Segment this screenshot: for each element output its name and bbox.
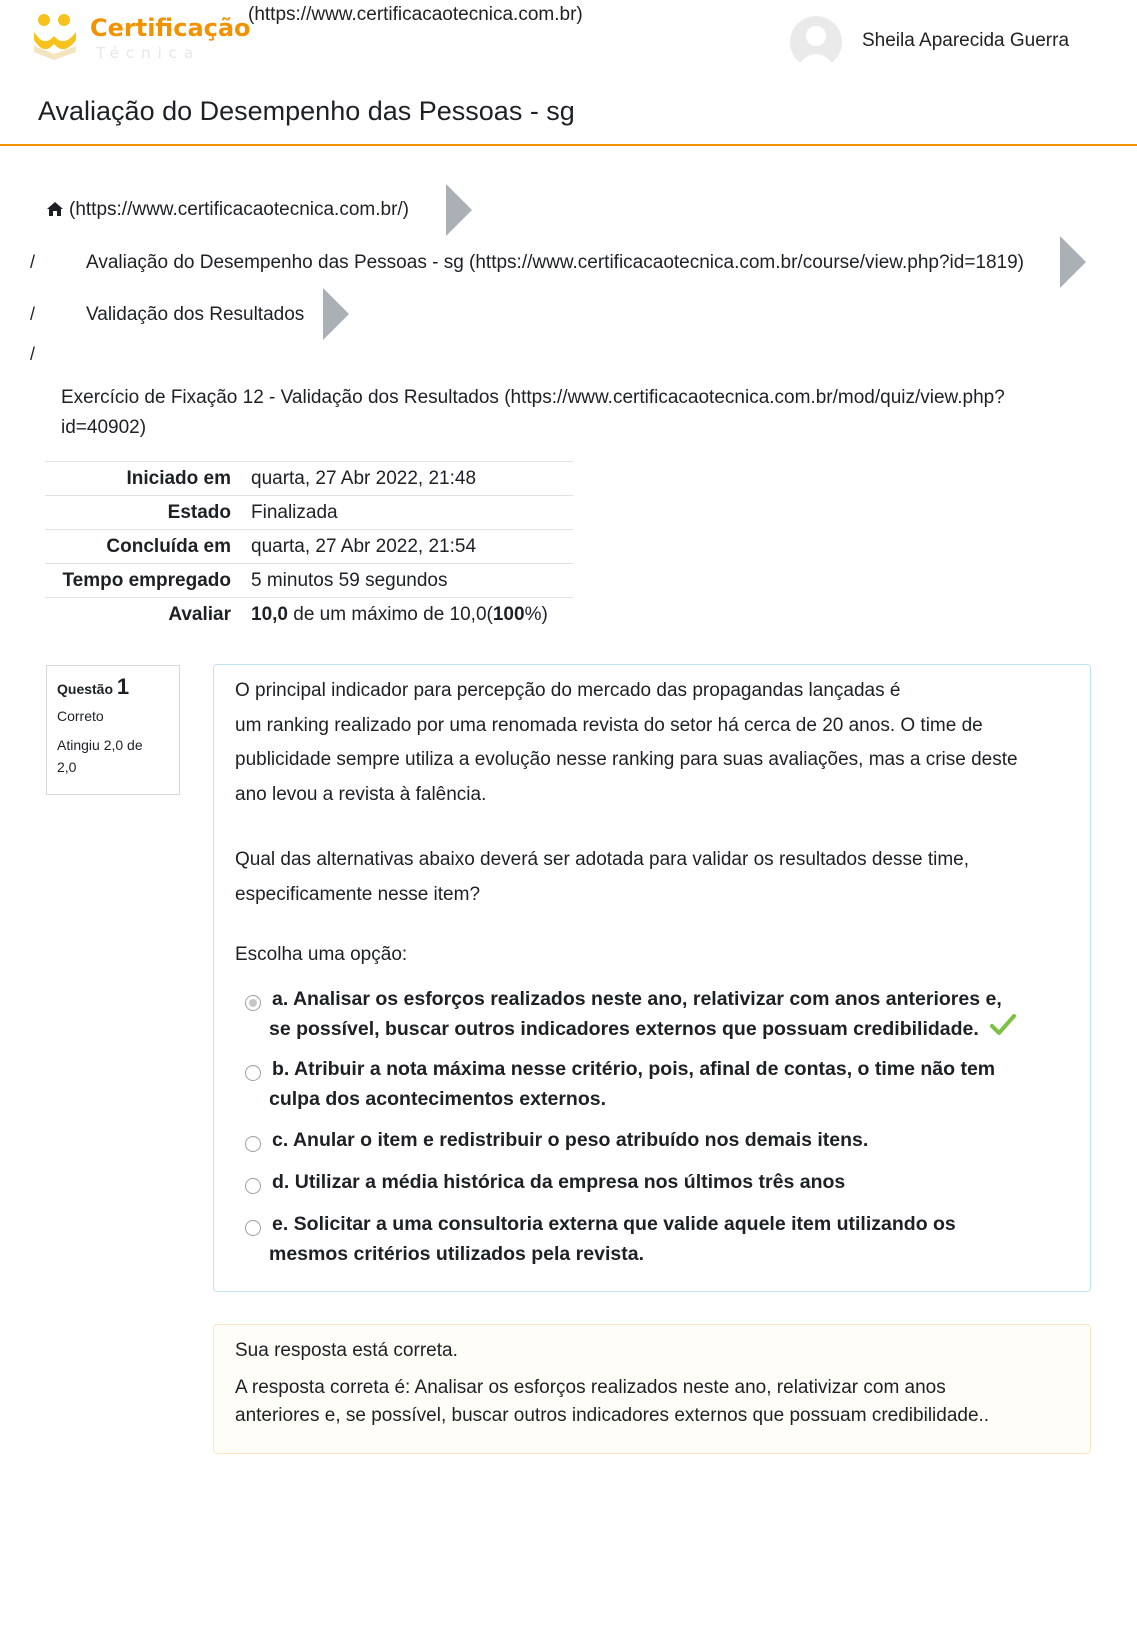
option-a-label[interactable] xyxy=(269,984,1032,1044)
breadcrumb-separator: / xyxy=(30,344,36,364)
option-line: e. Solicitar a uma consultoria externa que valide aquele item utilizando os xyxy=(272,1213,956,1235)
breadcrumb-separator: / xyxy=(30,304,36,324)
site-url-link[interactable]: (https://www.certificacaotecnica.com.br) xyxy=(248,4,583,25)
logo-text: Certificação xyxy=(90,14,251,42)
table-row xyxy=(45,496,573,530)
summary-value: 5 minutos 59 segundos xyxy=(251,569,448,591)
breadcrumb-course-link[interactable]: Avaliação do Desempenho das Pessoas - sg (https://www.certificacaotecnica.com.br/course/view.php?id=1819) xyxy=(86,252,1025,273)
table-row xyxy=(45,598,573,632)
option-b-radio[interactable] xyxy=(245,1065,261,1081)
summary-label: Estado xyxy=(167,501,231,523)
option-line: culpa dos acontecimentos externos. xyxy=(269,1088,607,1110)
option-e-radio[interactable] xyxy=(245,1220,261,1236)
option-line: b. Atribuir a nota máxima nesse critério, pois, afinal de contas, o time não tem xyxy=(272,1058,996,1080)
option-line: c. Anular o item e redistribuir o peso atribuído nos demais itens. xyxy=(272,1129,869,1151)
question-label: Questão xyxy=(57,681,114,697)
table-row xyxy=(45,564,573,598)
correct-answer-line: anteriores e, se possível, buscar outros indicadores externos que possuam credibilidade.. xyxy=(235,1405,990,1426)
summary-value: quarta, 27 Abr 2022, 21:48 xyxy=(251,467,477,489)
summary-label: Avaliar xyxy=(168,603,231,625)
option-line: se possível, buscar outros indicadores externos que possuam credibilidade. xyxy=(269,1018,979,1040)
option-line: a. Analisar os esforços realizados neste ano, relativizar com anos anteriores e, xyxy=(272,988,1002,1010)
question-text-line: O principal indicador para percepção do mercado das propagandas lançadas é xyxy=(235,680,901,701)
grade-max: de um máximo de 10,0( xyxy=(287,603,493,625)
title-divider xyxy=(0,144,1137,146)
grade-suffix: %) xyxy=(524,603,548,625)
breadcrumb-section-link[interactable]: Validação dos Resultados xyxy=(86,304,305,325)
feedback-status: Sua resposta está correta. xyxy=(235,1340,458,1361)
question-prompt-line: Qual das alternativas abaixo deverá ser adotada para validar os resultados desse time, xyxy=(235,849,970,870)
user-avatar-icon xyxy=(790,16,842,68)
user-name[interactable]: Sheila Aparecida Guerra xyxy=(862,30,1070,51)
summary-label: Concluída em xyxy=(106,535,231,557)
question-number: 1 xyxy=(116,674,130,699)
question-mark-cont: 2,0 xyxy=(57,759,77,775)
option-e-label[interactable] xyxy=(269,1209,1032,1269)
question-info xyxy=(46,665,180,795)
avatar[interactable] xyxy=(790,16,842,68)
page-title: Avaliação do Desempenho das Pessoas - sg xyxy=(38,96,575,126)
summary-label: Iniciado em xyxy=(126,467,231,489)
breadcrumb-quiz-link-cont[interactable]: id=40902) xyxy=(61,417,147,438)
option-b-label[interactable] xyxy=(269,1054,1032,1114)
question-text-line: ano levou a revista à falência. xyxy=(235,783,487,805)
chevron-right-icon xyxy=(1060,236,1086,288)
option-d-label[interactable] xyxy=(272,1167,1032,1197)
chevron-right-icon xyxy=(323,288,349,340)
correct-answer-line: A resposta correta é: Analisar os esforços realizados neste ano, relativizar com anos xyxy=(235,1377,946,1398)
breadcrumb-separator: / xyxy=(30,252,36,272)
question-mark: Atingiu 2,0 de xyxy=(57,737,143,753)
question-prompt xyxy=(235,843,1075,912)
option-a-radio[interactable] xyxy=(245,995,261,1011)
grade-percent: 100 xyxy=(492,603,525,625)
question-state: Correto xyxy=(57,708,104,724)
breadcrumb-home-link[interactable]: (https://www.certificacaotecnica.com.br/) xyxy=(69,199,409,220)
logo-icon xyxy=(30,10,90,66)
logo-subtext: Técnica xyxy=(96,44,201,62)
summary-label: Tempo empregado xyxy=(62,569,231,591)
table-row xyxy=(45,462,573,496)
attempt-summary-table xyxy=(45,461,573,631)
option-c-radio[interactable] xyxy=(245,1136,261,1152)
chevron-right-icon xyxy=(446,184,472,236)
question-text-line: um ranking realizado por uma renomada revista do setor há cerca de 20 anos. O time de xyxy=(235,714,983,736)
home-icon[interactable] xyxy=(46,201,64,219)
correct-answer xyxy=(235,1374,1075,1430)
grade-value: 10,0 xyxy=(251,603,288,625)
option-c-label[interactable] xyxy=(272,1125,1032,1155)
choose-label: Escolha uma opção: xyxy=(235,944,408,965)
summary-value: quarta, 27 Abr 2022, 21:54 xyxy=(251,535,477,557)
question-text xyxy=(235,674,1075,812)
question-prompt-line: especificamente nesse item? xyxy=(235,883,481,905)
summary-grade xyxy=(251,598,573,632)
summary-value: Finalizada xyxy=(251,501,338,523)
option-line: d. Utilizar a média histórica da empresa nos últimos três anos xyxy=(272,1171,846,1193)
option-line: mesmos critérios utilizados pela revista. xyxy=(269,1243,644,1265)
option-d-radio[interactable] xyxy=(245,1178,261,1194)
question-text-line: publicidade sempre utiliza a evolução nesse ranking para suas avaliações, mas a crise deste xyxy=(235,749,1018,770)
check-icon xyxy=(990,1012,1016,1038)
table-row xyxy=(45,530,573,564)
breadcrumb-quiz-link[interactable]: Exercício de Fixação 12 - Validação dos Resultados (https://www.certificacaotecnica.com.br/mod/quiz/view.php? xyxy=(61,387,1005,408)
